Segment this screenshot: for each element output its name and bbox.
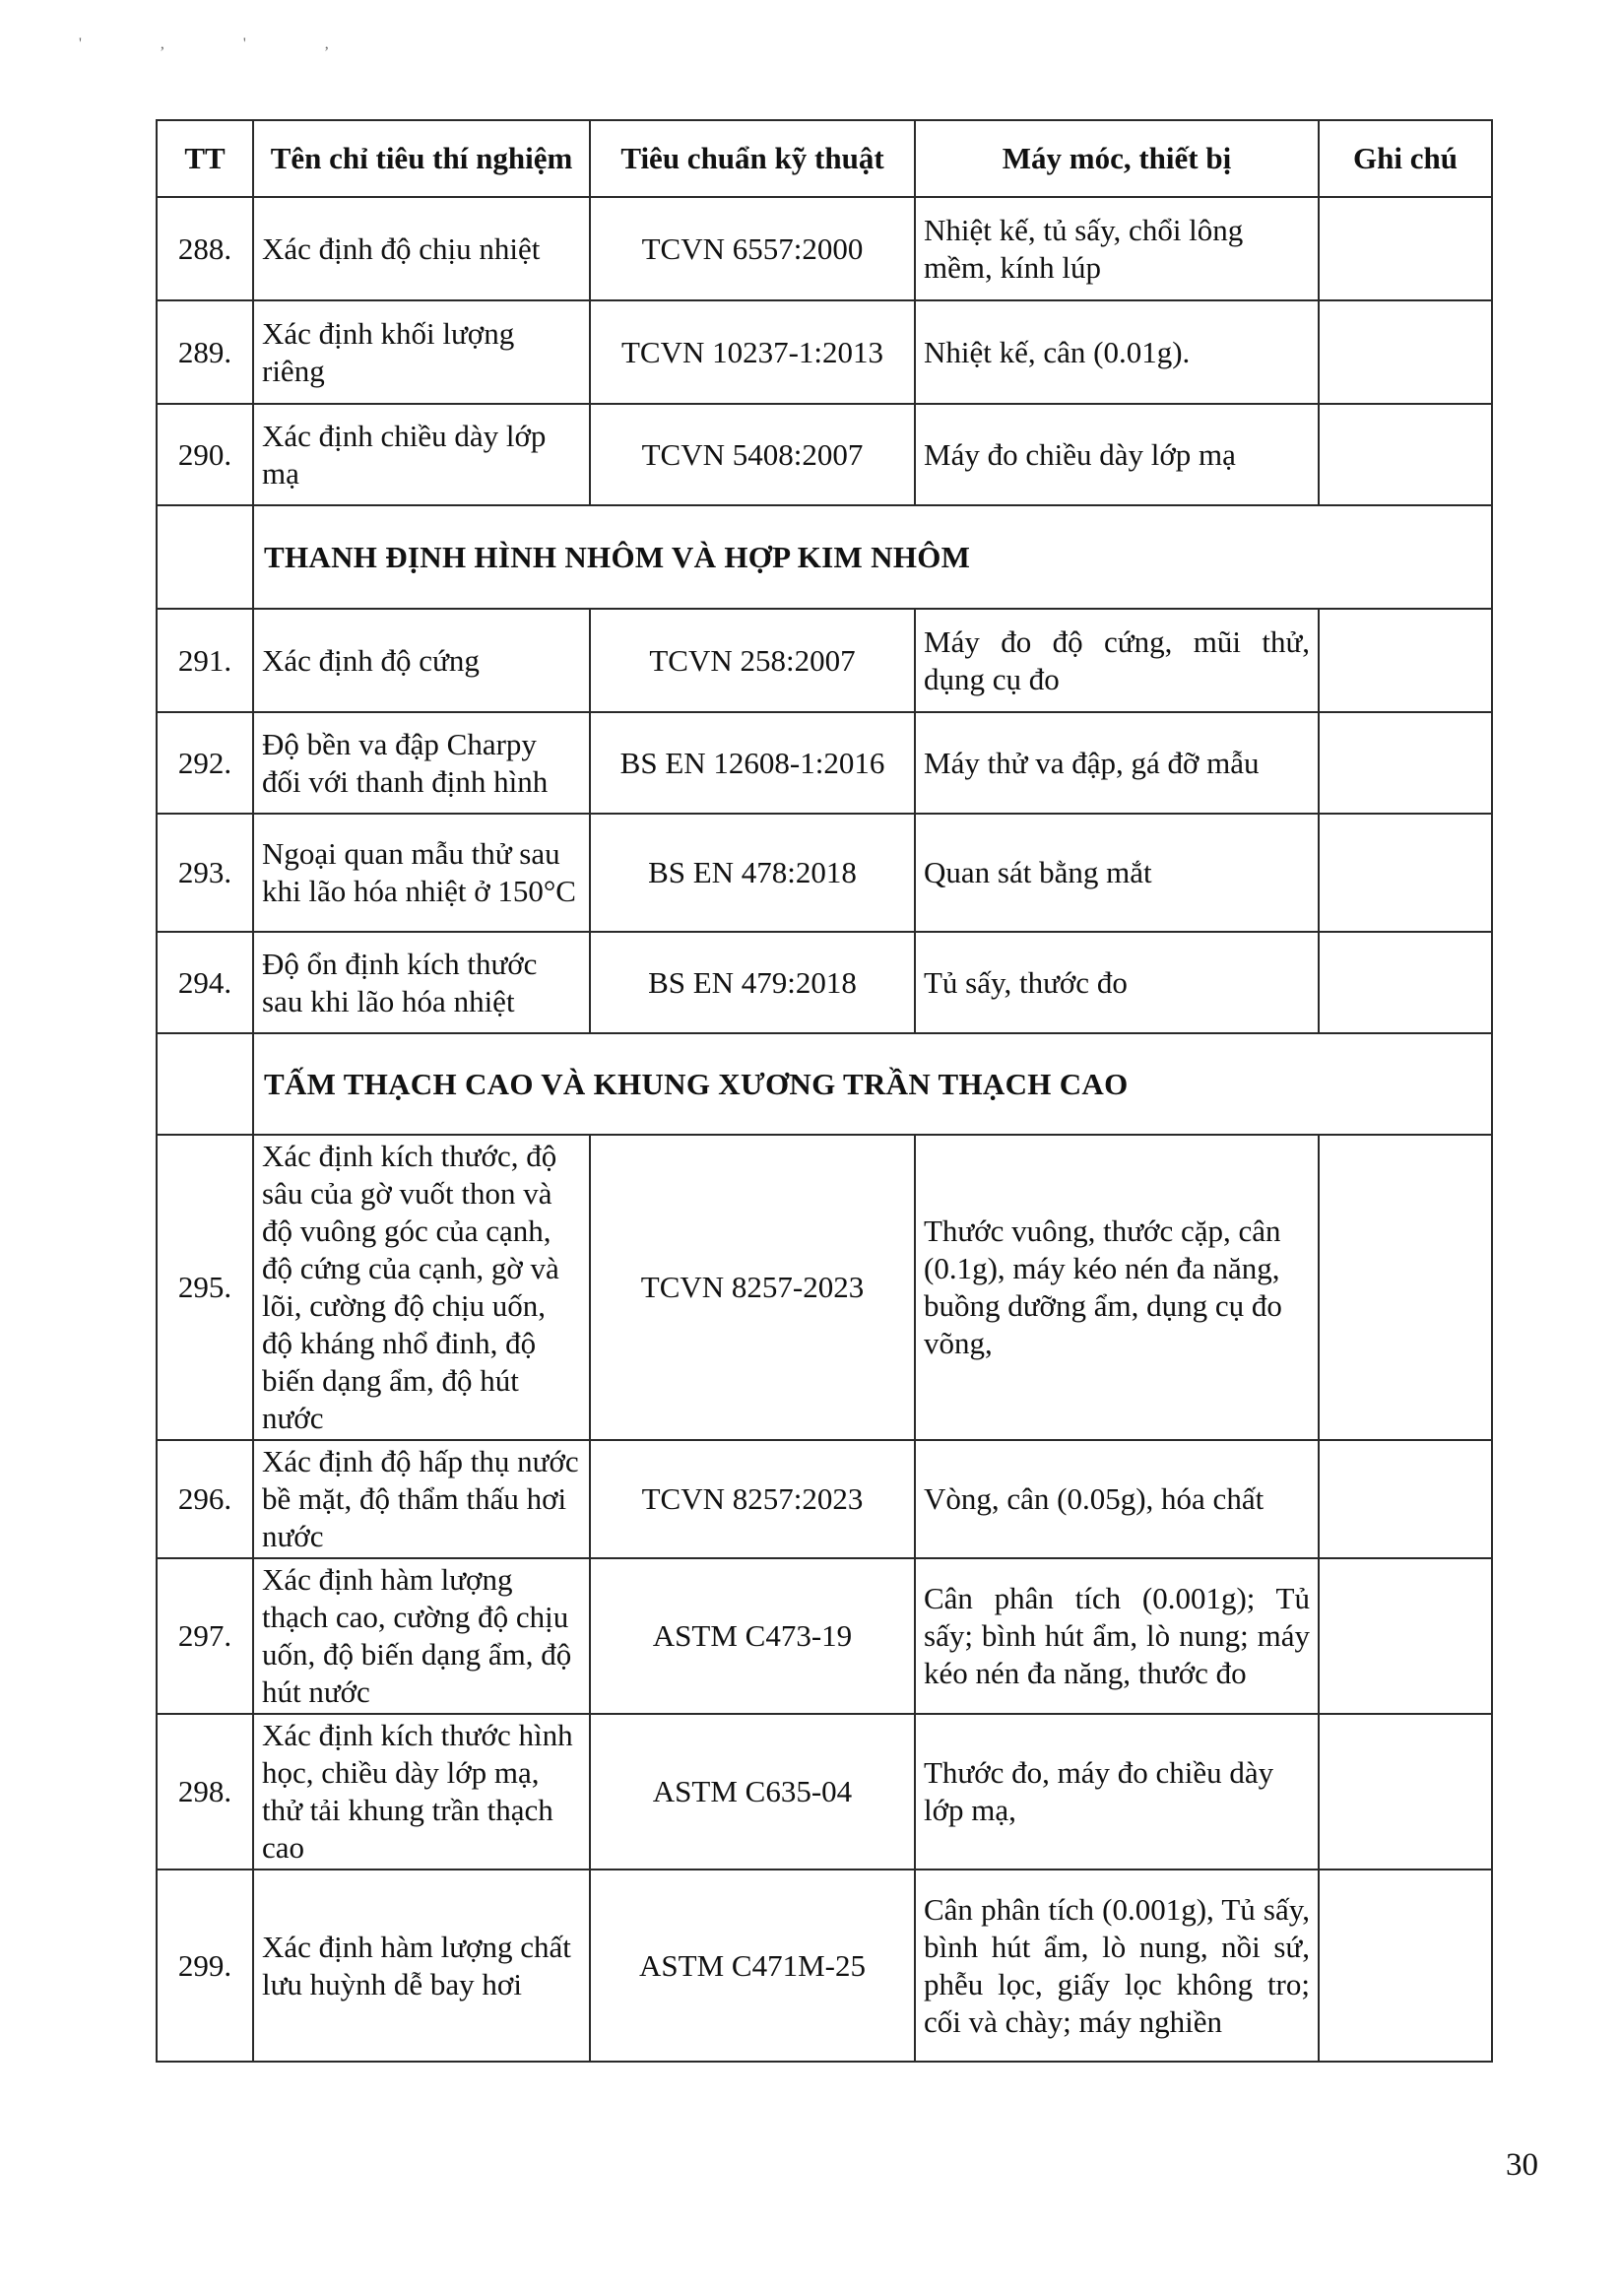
row-standard: TCVN 6557:2000 bbox=[590, 197, 915, 300]
row-tt: 291. bbox=[157, 609, 253, 712]
row-tt: 289. bbox=[157, 300, 253, 404]
table-row bbox=[157, 609, 1492, 712]
row-standard: TCVN 8257:2023 bbox=[590, 1440, 915, 1558]
header-note: Ghi chú bbox=[1319, 120, 1492, 197]
row-standard: TCVN 258:2007 bbox=[590, 609, 915, 712]
row-equipment: Máy đo độ cứng, mũi thử, dụng cụ đo bbox=[915, 609, 1319, 712]
row-tt: 299. bbox=[157, 1870, 253, 2062]
row-note bbox=[1319, 609, 1492, 712]
row-tt: 290. bbox=[157, 404, 253, 505]
table-row bbox=[157, 932, 1492, 1033]
row-tt: 288. bbox=[157, 197, 253, 300]
table-row bbox=[157, 1870, 1492, 2062]
row-note bbox=[1319, 1440, 1492, 1558]
section-spacer bbox=[157, 505, 253, 609]
table-row bbox=[157, 197, 1492, 300]
row-name: Độ ổn định kích thước sau khi lão hóa nhiệt bbox=[253, 932, 590, 1033]
header-standard: Tiêu chuẩn kỹ thuật bbox=[590, 120, 915, 197]
row-tt: 292. bbox=[157, 712, 253, 814]
page-number: 30 bbox=[1506, 2147, 1538, 2183]
row-equipment: Vòng, cân (0.05g), hóa chất bbox=[915, 1440, 1319, 1558]
row-note bbox=[1319, 1870, 1492, 2062]
row-name: Xác định kích thước hình học, chiều dày lớp mạ, thử tải khung trần thạch cao bbox=[253, 1714, 590, 1870]
row-standard: ASTM C473-19 bbox=[590, 1558, 915, 1714]
row-equipment: Cân phân tích (0.001g); Tủ sấy; bình hút ẩm, lò nung; máy kéo nén đa năng, thước đo bbox=[915, 1558, 1319, 1714]
row-note bbox=[1319, 814, 1492, 932]
row-name: Xác định chiều dày lớp mạ bbox=[253, 404, 590, 505]
table-row bbox=[157, 712, 1492, 814]
row-note bbox=[1319, 1558, 1492, 1714]
row-name: Xác định độ hấp thụ nước bề mặt, độ thẩm thấu hơi nước bbox=[253, 1440, 590, 1558]
row-standard: ASTM C471M-25 bbox=[590, 1870, 915, 2062]
row-name: Xác định kích thước, độ sâu của gờ vuốt thon và độ vuông góc của cạnh, độ cứng của cạnh, gờ và lõi, cường độ chịu uốn, độ kháng nhổ đinh, độ biến dạng ẩm, độ hút nước bbox=[253, 1135, 590, 1440]
table-row bbox=[157, 1558, 1492, 1714]
row-equipment: Quan sát bằng mắt bbox=[915, 814, 1319, 932]
row-equipment: Thước vuông, thước cặp, cân (0.1g), máy kéo nén đa năng, buồng dưỡng ẩm, dụng cụ đo võng, bbox=[915, 1135, 1319, 1440]
row-equipment: Máy đo chiều dày lớp mạ bbox=[915, 404, 1319, 505]
section-title: THANH ĐỊNH HÌNH NHÔM VÀ HỢP KIM NHÔM bbox=[253, 505, 1492, 609]
row-note bbox=[1319, 712, 1492, 814]
row-standard: BS EN 12608-1:2016 bbox=[590, 712, 915, 814]
row-name: Xác định hàm lượng chất lưu huỳnh dễ bay hơi bbox=[253, 1870, 590, 2062]
table-header-row bbox=[157, 120, 1492, 197]
row-standard: BS EN 478:2018 bbox=[590, 814, 915, 932]
section-row bbox=[157, 505, 1492, 609]
row-standard: TCVN 10237-1:2013 bbox=[590, 300, 915, 404]
row-equipment: Máy thử va đập, gá đỡ mẫu bbox=[915, 712, 1319, 814]
test-methods-table bbox=[156, 119, 1493, 2063]
header-tt: TT bbox=[157, 120, 253, 197]
row-name: Xác định hàm lượng thạch cao, cường độ chịu uốn, độ biến dạng ẩm, độ hút nước bbox=[253, 1558, 590, 1714]
row-note bbox=[1319, 404, 1492, 505]
header-name: Tên chỉ tiêu thí nghiệm bbox=[253, 120, 590, 197]
row-standard: TCVN 5408:2007 bbox=[590, 404, 915, 505]
row-note bbox=[1319, 1714, 1492, 1870]
row-name: Xác định khối lượng riêng bbox=[253, 300, 590, 404]
table-row bbox=[157, 404, 1492, 505]
row-equipment: Cân phân tích (0.001g), Tủ sấy, bình hút ẩm, lò nung, nồi sứ, phễu lọc, giấy lọc không tro; cối và chày; máy nghiền bbox=[915, 1870, 1319, 2062]
row-tt: 294. bbox=[157, 932, 253, 1033]
row-note bbox=[1319, 1135, 1492, 1440]
table-row bbox=[157, 1714, 1492, 1870]
row-name: Ngoại quan mẫu thử sau khi lão hóa nhiệt ở 150°C bbox=[253, 814, 590, 932]
row-equipment: Tủ sấy, thước đo bbox=[915, 932, 1319, 1033]
row-name: Xác định độ cứng bbox=[253, 609, 590, 712]
row-equipment: Thước đo, máy đo chiều dày lớp mạ, bbox=[915, 1714, 1319, 1870]
row-note bbox=[1319, 932, 1492, 1033]
row-tt: 296. bbox=[157, 1440, 253, 1558]
row-equipment: Nhiệt kế, tủ sấy, chổi lông mềm, kính lúp bbox=[915, 197, 1319, 300]
table-row bbox=[157, 1440, 1492, 1558]
table-row bbox=[157, 300, 1492, 404]
row-note bbox=[1319, 197, 1492, 300]
row-name: Xác định độ chịu nhiệt bbox=[253, 197, 590, 300]
section-spacer bbox=[157, 1033, 253, 1135]
section-row bbox=[157, 1033, 1492, 1135]
row-equipment: Nhiệt kế, cân (0.01g). bbox=[915, 300, 1319, 404]
row-tt: 297. bbox=[157, 1558, 253, 1714]
table-row bbox=[157, 1135, 1492, 1440]
row-tt: 293. bbox=[157, 814, 253, 932]
row-tt: 298. bbox=[157, 1714, 253, 1870]
row-name: Độ bền va đập Charpy đối với thanh định hình bbox=[253, 712, 590, 814]
row-standard: ASTM C635-04 bbox=[590, 1714, 915, 1870]
row-standard: BS EN 479:2018 bbox=[590, 932, 915, 1033]
row-tt: 295. bbox=[157, 1135, 253, 1440]
table-row bbox=[157, 814, 1492, 932]
section-title: TẤM THẠCH CAO VÀ KHUNG XƯƠNG TRẦN THẠCH CAO bbox=[253, 1033, 1492, 1135]
row-note bbox=[1319, 300, 1492, 404]
header-equipment: Máy móc, thiết bị bbox=[915, 120, 1319, 197]
row-standard: TCVN 8257-2023 bbox=[590, 1135, 915, 1440]
scan-artifact-marks: ' , ' , bbox=[79, 35, 366, 52]
